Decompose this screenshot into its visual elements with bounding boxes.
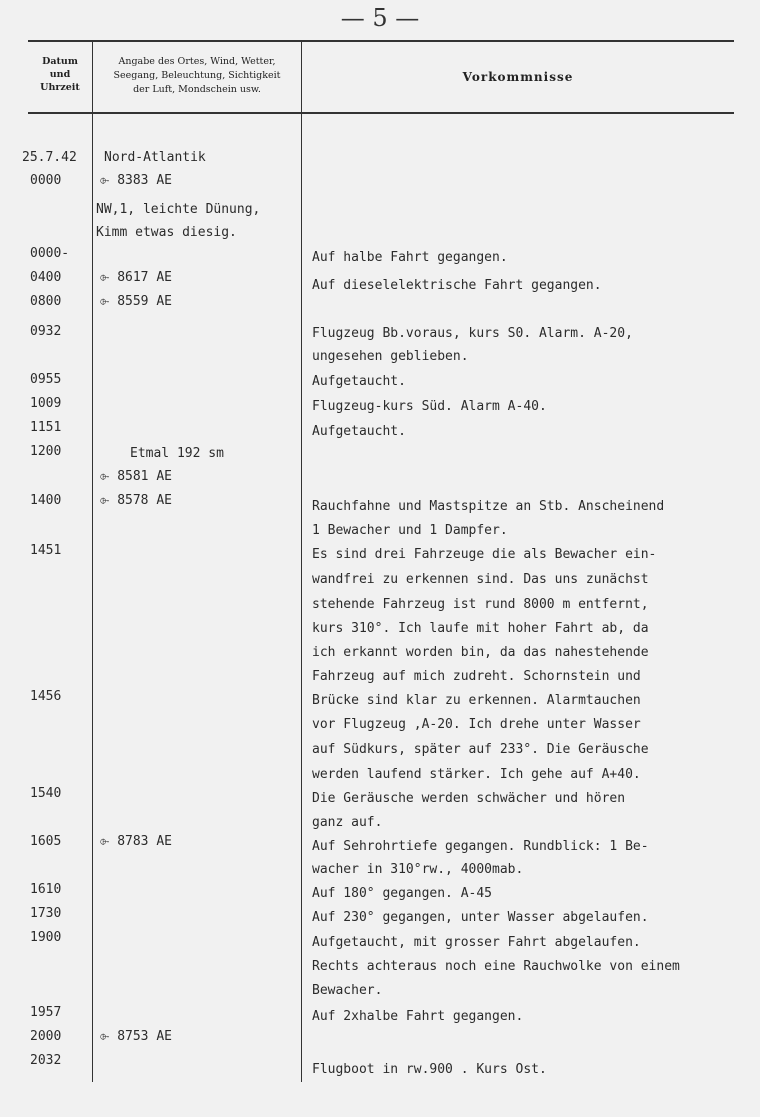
time-entry: 1900	[30, 930, 62, 945]
time-entry: 1451	[30, 543, 62, 558]
header-bottom-rule	[28, 112, 734, 114]
location-entry: ⌱ 8581 AE	[100, 469, 172, 484]
location-entry: Kimm etwas diesig.	[96, 225, 237, 240]
event-line: Auf Sehrohrtiefe gegangen. Rundblick: 1 Be-	[312, 839, 649, 854]
header-top-rule	[28, 40, 734, 42]
location-entry: ⌱ 8559 AE	[100, 294, 172, 309]
event-line: Bewacher.	[312, 983, 383, 998]
event-line: wandfrei zu erkennen sind. Das uns zunächst	[312, 572, 649, 587]
grid-square-icon: ⌱	[100, 834, 110, 848]
time-entry: 1540	[30, 786, 62, 801]
event-line: ungesehen geblieben.	[312, 349, 469, 364]
grid-square-icon: ⌱	[100, 173, 110, 187]
column-divider-2	[301, 40, 302, 1082]
location-entry: ⌱ 8578 AE	[100, 493, 172, 508]
event-line: Aufgetaucht.	[312, 424, 406, 439]
event-line: Flugzeug-kurs Süd. Alarm A-40.	[312, 399, 547, 414]
event-line: Aufgetaucht, mit grosser Fahrt abgelaufen.	[312, 935, 641, 950]
time-entry: 1009	[30, 396, 62, 411]
time-entry: 0932	[30, 324, 62, 339]
time-entry: 0400	[30, 270, 62, 285]
event-line: auf Südkurs, später auf 233°. Die Geräusche	[312, 742, 649, 757]
event-line: wacher in 310°rw., 4000mab.	[312, 862, 524, 877]
event-line: ganz auf.	[312, 815, 383, 830]
date-entry: 25.7.42	[22, 150, 77, 165]
location-entry: ⌱ 8617 AE	[100, 270, 172, 285]
event-line: Rauchfahne und Mastspitze an Stb. Anscheinend	[312, 499, 665, 514]
event-line: Auf 2xhalbe Fahrt gegangen.	[312, 1009, 524, 1024]
event-line: Es sind drei Fahrzeuge die als Bewacher ein-	[312, 547, 657, 562]
location-entry: ⌱ 8383 AE	[100, 173, 172, 188]
event-line: Auf 180° gegangen. A-45	[312, 886, 493, 901]
event-line: vor Flugzeug ,A-20. Ich drehe unter Wasser	[312, 717, 641, 732]
event-line: Rechts achteraus noch eine Rauchwolke von einem	[312, 959, 680, 974]
time-entry: 0955	[30, 372, 62, 387]
grid-square-icon: ⌱	[100, 1029, 110, 1043]
time-entry: 1605	[30, 834, 62, 849]
event-line: Flugboot in rw.900 . Kurs Ost.	[312, 1062, 547, 1077]
event-line: kurs 310°. Ich laufe mit hoher Fahrt ab, da	[312, 621, 649, 636]
location-entry: ⌱ 8753 AE	[100, 1029, 172, 1044]
time-entry: 1200	[30, 444, 62, 459]
header-events: Vorkommnisse	[462, 70, 574, 84]
event-line: Auf dieselelektrische Fahrt gegangen.	[312, 278, 602, 293]
time-entry: 1400	[30, 493, 62, 508]
event-line: Fahrzeug auf mich zudreht. Schornstein und	[312, 669, 641, 684]
page-number: — 5 —	[340, 4, 420, 32]
grid-square-icon: ⌱	[100, 493, 110, 507]
location-entry: ⌱ 8783 AE	[100, 834, 172, 849]
event-line: werden laufend stärker. Ich gehe auf A+40.	[312, 767, 641, 782]
time-entry: 1610	[30, 882, 62, 897]
time-entry: 1456	[30, 689, 62, 704]
event-line: Auf halbe Fahrt gegangen.	[312, 250, 508, 265]
column-divider-1	[92, 40, 93, 1082]
grid-square-icon: ⌱	[100, 270, 110, 284]
header-date-time: Datum und Uhrzeit	[40, 56, 80, 93]
location-entry: NW,1, leichte Dünung,	[96, 202, 261, 217]
time-entry: 1730	[30, 906, 62, 921]
time-entry: 1957	[30, 1005, 62, 1020]
time-entry: 2000	[30, 1029, 62, 1044]
location-entry: Etmal 192 sm	[130, 446, 224, 461]
event-line: 1 Bewacher und 1 Dampfer.	[312, 523, 508, 538]
time-entry: 2032	[30, 1053, 62, 1068]
event-line: Aufgetaucht.	[312, 374, 406, 389]
event-line: stehende Fahrzeug ist rund 8000 m entfernt,	[312, 597, 649, 612]
event-line: Flugzeug Bb.voraus, kurs S0. Alarm. A-20,	[312, 326, 633, 341]
grid-square-icon: ⌱	[100, 469, 110, 483]
event-line: ich erkannt worden bin, da das nahestehende	[312, 645, 649, 660]
event-line: Auf 230° gegangen, unter Wasser abgelaufen.	[312, 910, 649, 925]
time-entry: 0000	[30, 173, 62, 188]
time-entry: 0800	[30, 294, 62, 309]
event-line: Die Geräusche werden schwächer und hören	[312, 791, 626, 806]
header-location-weather: Angabe des Ortes, Wind, Wetter, Seegang, Beleuchtung, Sichtigkeit der Luft, Mondschein usw.	[113, 56, 281, 95]
location-entry: Nord-Atlantik	[104, 150, 206, 165]
time-entry: 1151	[30, 420, 62, 435]
event-line: Brücke sind klar zu erkennen. Alarmtauchen	[312, 693, 641, 708]
grid-square-icon: ⌱	[100, 294, 110, 308]
time-entry: 0000-	[30, 246, 70, 261]
